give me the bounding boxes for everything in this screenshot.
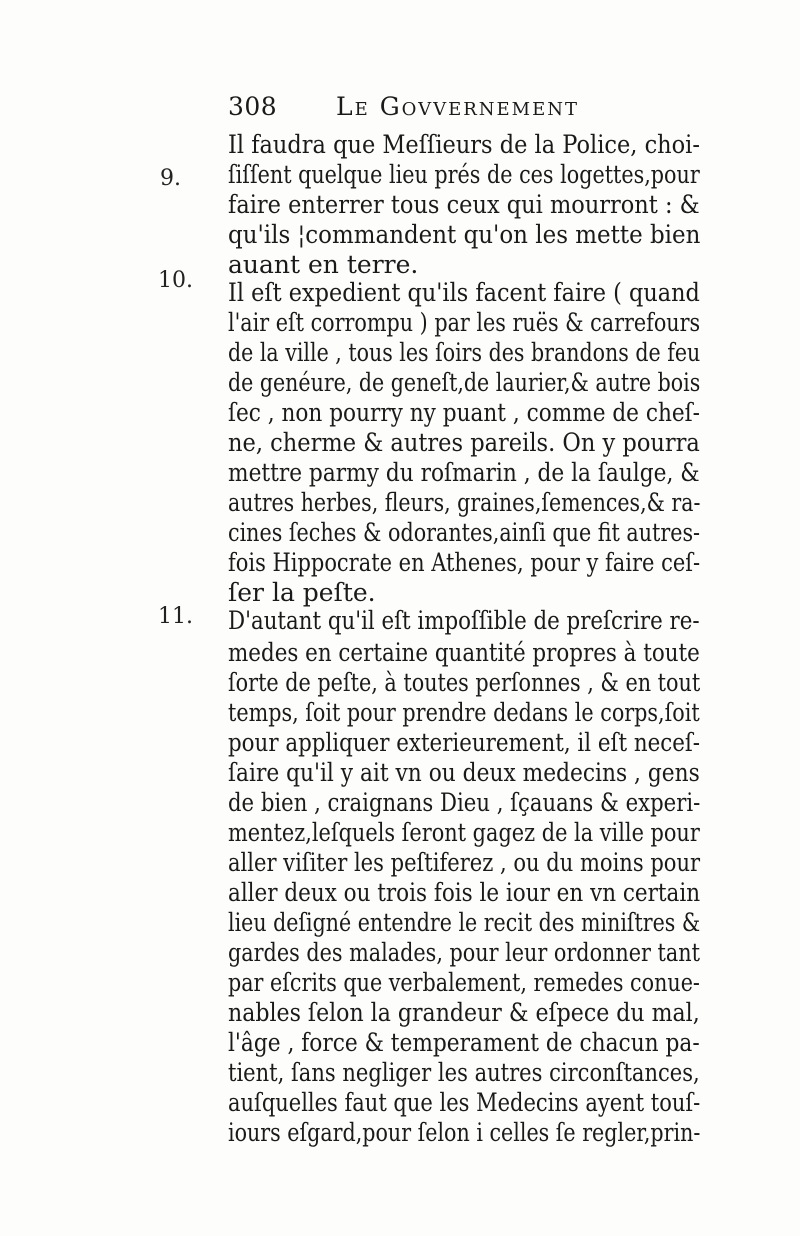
text-line: Il eſt expedient qu'ils facent faire ( quand (228, 278, 700, 307)
text-line: de la ville , tous les ſoirs des brandons de feu (228, 338, 701, 367)
text-line: de bien , craignans Dieu , ſçauans & experi- (228, 788, 701, 817)
margin-number-11: 11. (158, 604, 193, 629)
text-line: mentez,leſquels ſeront gagez de la ville pour (228, 818, 700, 847)
margin-number-9: 9. (160, 166, 181, 191)
text-line: l'âge , force & temperament de chacun pa- (228, 1028, 700, 1057)
text-line: mettre parmy du roſmarin , de la ſaulge, & (228, 458, 700, 487)
margin-number-10: 10. (158, 268, 193, 293)
text-line: ſec , non pourry ny puant , comme de cheſ- (228, 398, 700, 427)
text-line: ſorte de peſte, à toutes perſonnes , & en tout (228, 668, 701, 697)
text-line: ne, cherme & autres pareils. On y pourra (228, 428, 700, 457)
text-line: qu'ils ¦commandent qu'on les mette bien (228, 220, 701, 249)
text-line: pour appliquer exterieurement, il eſt neceſ- (228, 728, 701, 757)
text-line: auant en terre. (228, 250, 419, 279)
text-line: gardes des malades, pour leur ordonner tant (228, 938, 700, 967)
text-line: nables ſelon la grandeur & eſpece du mal, (228, 998, 700, 1027)
page-header (228, 92, 708, 132)
text-line: Il faudra que Meſſieurs de la Police, choi- (228, 130, 700, 159)
text-line: auſquelles faut que les Medecins ayent touſ- (228, 1088, 701, 1117)
text-line: autres herbes, fleurs, graines,ſemences,& ra- (228, 488, 701, 517)
text-line: D'autant qu'il eſt impoſſible de preſcrire re- (228, 606, 700, 635)
text-line: aller deux ou trois fois le iour en vn certain (228, 878, 701, 907)
text-line: lieu deſigné entendre le recit des miniſtres & (228, 908, 701, 937)
text-line: ſer la peſte. (228, 578, 376, 607)
text-line: de genéure, de geneſt,de laurier,& autre bois (228, 368, 701, 397)
text-line: cines ſeches & odorantes,ainſi que fit autres- (228, 518, 701, 547)
text-line: medes en certaine quantité propres à toute (228, 638, 700, 667)
text-line: aller viſiter les peſtiferez , ou du moins pour (228, 848, 701, 877)
text-line: ſiſſent quelque lieu prés de ces logettes,pour (228, 160, 700, 189)
text-line: tient, ſans negliger les autres circonſtances, (228, 1058, 700, 1087)
text-line: l'air eſt corrompu ) par les ruës & carrefours (228, 308, 701, 337)
text-line: faire enterrer tous ceux qui mourront : & (228, 190, 700, 219)
text-line: fois Hippocrate en Athenes, pour y faire ceſ- (228, 548, 701, 577)
text-line: iours eſgard,pour ſelon i celles ſe regler,prin- (228, 1118, 701, 1147)
page-number: 308 (228, 92, 278, 121)
text-line: par eſcrits que verbalement, remedes conue- (228, 968, 700, 997)
running-title: Le Govvernement (336, 92, 580, 121)
text-line: ſaire qu'il y ait vn ou deux medecins , gens (228, 758, 700, 787)
text-line: temps, ſoit pour prendre dedans le corps,ſoit (228, 698, 700, 727)
